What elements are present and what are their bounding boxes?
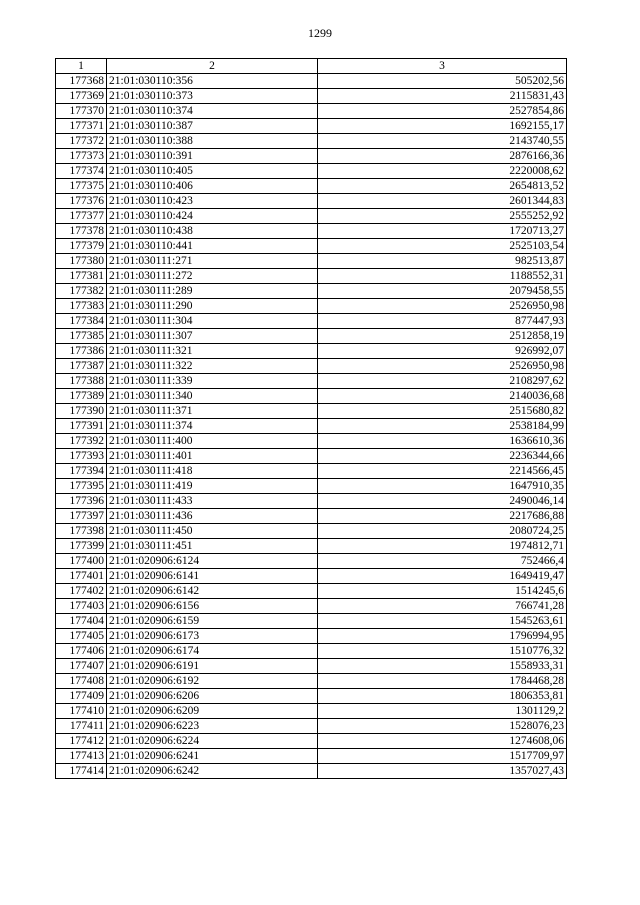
table-row [56,539,567,554]
cadastral-number-cell: 21:01:030111:272 [107,269,318,284]
table-header [56,59,567,74]
value-cell: 982513,87 [318,254,567,269]
table-row [56,449,567,464]
header-row [56,59,567,74]
table-row [56,464,567,479]
value-cell: 2527854,86 [318,104,567,119]
value-cell: 1720713,27 [318,224,567,239]
value-cell: 2512858,19 [318,329,567,344]
cadastral-number-cell: 21:01:020906:6174 [107,644,318,659]
table-row [56,104,567,119]
row-number-cell: 177398 [56,524,107,539]
table-row [56,239,567,254]
cadastral-number-cell: 21:01:030111:451 [107,539,318,554]
row-number-cell: 177386 [56,344,107,359]
row-number-cell: 177403 [56,599,107,614]
cadastral-number-cell: 21:01:020906:6141 [107,569,318,584]
table-row [56,149,567,164]
value-cell: 2236344,66 [318,449,567,464]
value-cell: 1784468,28 [318,674,567,689]
cadastral-number-cell: 21:01:030110:374 [107,104,318,119]
table-row [56,299,567,314]
row-number-cell: 177376 [56,194,107,209]
cadastral-number-cell: 21:01:020906:6241 [107,749,318,764]
value-cell: 2490046,14 [318,494,567,509]
table-row [56,509,567,524]
cadastral-number-cell: 21:01:020906:6206 [107,689,318,704]
value-cell: 505202,56 [318,74,567,89]
table-row [56,734,567,749]
value-cell: 877447,93 [318,314,567,329]
row-number-cell: 177372 [56,134,107,149]
value-cell: 1514245,6 [318,584,567,599]
cadastral-number-cell: 21:01:030111:418 [107,464,318,479]
table-row [56,134,567,149]
value-cell: 1357027,43 [318,764,567,779]
table-row [56,569,567,584]
row-number-cell: 177405 [56,629,107,644]
cadastral-number-cell: 21:01:030110:387 [107,119,318,134]
value-cell: 2080724,25 [318,524,567,539]
value-cell: 2115831,43 [318,89,567,104]
cadastral-number-cell: 21:01:030111:450 [107,524,318,539]
page-number: 1299 [308,26,332,40]
table-row [56,629,567,644]
table-row [56,584,567,599]
table-body [56,74,567,779]
cadastral-number-cell: 21:01:030110:405 [107,164,318,179]
table-row [56,419,567,434]
value-cell: 2654813,52 [318,179,567,194]
value-cell: 1545263,61 [318,614,567,629]
row-number-cell: 177377 [56,209,107,224]
value-cell: 2143740,55 [318,134,567,149]
cadastral-number-cell: 21:01:030110:406 [107,179,318,194]
value-cell: 1274608,06 [318,734,567,749]
value-cell: 1649419,47 [318,569,567,584]
table-row [56,329,567,344]
cadastral-number-cell: 21:01:020906:6173 [107,629,318,644]
value-cell: 2515680,82 [318,404,567,419]
cadastral-number-cell: 21:01:030111:433 [107,494,318,509]
row-number-cell: 177384 [56,314,107,329]
table-row [56,269,567,284]
row-number-cell: 177371 [56,119,107,134]
row-number-cell: 177374 [56,164,107,179]
cadastral-number-cell: 21:01:030111:304 [107,314,318,329]
table-row [56,74,567,89]
cadastral-number-cell: 21:01:030110:388 [107,134,318,149]
row-number-cell: 177395 [56,479,107,494]
value-cell: 2214566,45 [318,464,567,479]
cadastral-number-cell: 21:01:030110:373 [107,89,318,104]
cadastral-number-cell: 21:01:020906:6191 [107,659,318,674]
row-number-cell: 177373 [56,149,107,164]
row-number-cell: 177402 [56,584,107,599]
row-number-cell: 177411 [56,719,107,734]
table-row [56,224,567,239]
cadastral-number-cell: 21:01:030111:340 [107,389,318,404]
cadastral-number-cell: 21:01:020906:6156 [107,599,318,614]
row-number-cell: 177399 [56,539,107,554]
data-table [55,58,567,779]
row-number-cell: 177389 [56,389,107,404]
value-cell: 2217686,88 [318,509,567,524]
row-number-cell: 177387 [56,359,107,374]
row-number-cell: 177385 [56,329,107,344]
table-row [56,764,567,779]
cadastral-number-cell: 21:01:030110:441 [107,239,318,254]
cadastral-number-cell: 21:01:020906:6223 [107,719,318,734]
row-number-cell: 177382 [56,284,107,299]
value-cell: 2526950,98 [318,359,567,374]
value-cell: 1974812,71 [318,539,567,554]
value-cell: 2079458,55 [318,284,567,299]
cadastral-number-cell: 21:01:030111:400 [107,434,318,449]
row-number-cell: 177397 [56,509,107,524]
cadastral-number-cell: 21:01:030111:322 [107,359,318,374]
table-row [56,434,567,449]
row-number-cell: 177409 [56,689,107,704]
value-cell: 1517709,97 [318,749,567,764]
row-number-cell: 177408 [56,674,107,689]
column-header-3: 3 [318,59,567,74]
value-cell: 1692155,17 [318,119,567,134]
table-row [56,749,567,764]
value-cell: 2555252,92 [318,209,567,224]
row-number-cell: 177388 [56,374,107,389]
row-number-cell: 177400 [56,554,107,569]
row-number-cell: 177369 [56,89,107,104]
table-row [56,599,567,614]
table-row [56,89,567,104]
table-row [56,164,567,179]
row-number-cell: 177378 [56,224,107,239]
cadastral-number-cell: 21:01:030110:438 [107,224,318,239]
cadastral-number-cell: 21:01:030110:356 [107,74,318,89]
value-cell: 1806353,81 [318,689,567,704]
row-number-cell: 177370 [56,104,107,119]
table-row [56,719,567,734]
cadastral-number-cell: 21:01:030110:423 [107,194,318,209]
row-number-cell: 177383 [56,299,107,314]
value-cell: 2876166,36 [318,149,567,164]
table-row [56,704,567,719]
cadastral-number-cell: 21:01:030111:436 [107,509,318,524]
cadastral-number-cell: 21:01:030111:307 [107,329,318,344]
value-cell: 2108297,62 [318,374,567,389]
cadastral-number-cell: 21:01:030110:391 [107,149,318,164]
table-row [56,689,567,704]
table-row [56,194,567,209]
row-number-cell: 177407 [56,659,107,674]
value-cell: 2140036,68 [318,389,567,404]
table-row [56,374,567,389]
cadastral-number-cell: 21:01:030110:424 [107,209,318,224]
row-number-cell: 177401 [56,569,107,584]
value-cell: 2525103,54 [318,239,567,254]
value-cell: 2538184,99 [318,419,567,434]
value-cell: 752466,4 [318,554,567,569]
table-row [56,389,567,404]
value-cell: 1188552,31 [318,269,567,284]
row-number-cell: 177412 [56,734,107,749]
cadastral-number-cell: 21:01:030111:271 [107,254,318,269]
cadastral-number-cell: 21:01:030111:289 [107,284,318,299]
table-row [56,209,567,224]
table-row [56,284,567,299]
cadastral-number-cell: 21:01:030111:371 [107,404,318,419]
table-row [56,254,567,269]
cadastral-number-cell: 21:01:030111:419 [107,479,318,494]
cadastral-number-cell: 21:01:030111:290 [107,299,318,314]
table-row [56,659,567,674]
table-row [56,554,567,569]
column-header-2: 2 [107,59,318,74]
value-cell: 1636610,36 [318,434,567,449]
row-number-cell: 177380 [56,254,107,269]
row-number-cell: 177413 [56,749,107,764]
cadastral-number-cell: 21:01:030111:374 [107,419,318,434]
value-cell: 1301129,2 [318,704,567,719]
cadastral-number-cell: 21:01:030111:401 [107,449,318,464]
value-cell: 2601344,83 [318,194,567,209]
cadastral-number-cell: 21:01:020906:6159 [107,614,318,629]
table-row [56,614,567,629]
row-number-cell: 177368 [56,74,107,89]
value-cell: 2526950,98 [318,299,567,314]
cadastral-number-cell: 21:01:020906:6242 [107,764,318,779]
cadastral-number-cell: 21:01:030111:339 [107,374,318,389]
table-row [56,494,567,509]
value-cell: 1528076,23 [318,719,567,734]
table-row [56,404,567,419]
cadastral-number-cell: 21:01:020906:6192 [107,674,318,689]
table-row [56,674,567,689]
table-row [56,644,567,659]
cadastral-number-cell: 21:01:020906:6209 [107,704,318,719]
row-number-cell: 177375 [56,179,107,194]
table-row [56,479,567,494]
value-cell: 1796994,95 [318,629,567,644]
row-number-cell: 177390 [56,404,107,419]
row-number-cell: 177396 [56,494,107,509]
table-row [56,344,567,359]
row-number-cell: 177394 [56,464,107,479]
value-cell: 1558933,31 [318,659,567,674]
table-row [56,179,567,194]
cadastral-number-cell: 21:01:020906:6142 [107,584,318,599]
table-row [56,119,567,134]
row-number-cell: 177381 [56,269,107,284]
row-number-cell: 177393 [56,449,107,464]
table-row [56,314,567,329]
row-number-cell: 177379 [56,239,107,254]
row-number-cell: 177406 [56,644,107,659]
value-cell: 2220008,62 [318,164,567,179]
cadastral-number-cell: 21:01:030111:321 [107,344,318,359]
table-row [56,359,567,374]
row-number-cell: 177414 [56,764,107,779]
row-number-cell: 177404 [56,614,107,629]
row-number-cell: 177410 [56,704,107,719]
value-cell: 766741,28 [318,599,567,614]
cadastral-number-cell: 21:01:020906:6224 [107,734,318,749]
value-cell: 1510776,32 [318,644,567,659]
table-row [56,524,567,539]
row-number-cell: 177391 [56,419,107,434]
column-header-1: 1 [56,59,107,74]
cadastral-number-cell: 21:01:020906:6124 [107,554,318,569]
row-number-cell: 177392 [56,434,107,449]
value-cell: 1647910,35 [318,479,567,494]
value-cell: 926992,07 [318,344,567,359]
